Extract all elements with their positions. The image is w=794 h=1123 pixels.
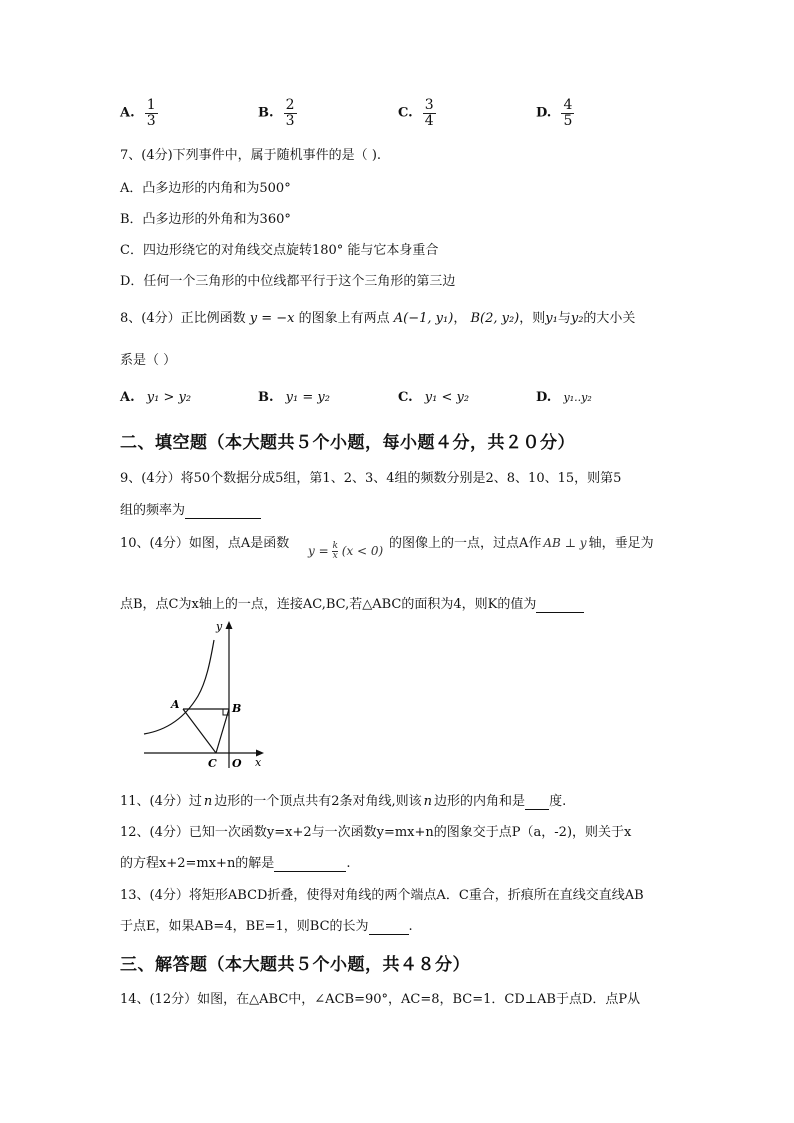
q9-line2 [120, 499, 261, 519]
q8-option-d [536, 390, 592, 405]
option-label: B. [258, 105, 274, 121]
q6-option-a [120, 98, 158, 128]
answer-blank[interactable] [369, 919, 409, 935]
q10-perp: AB ⊥ y [543, 536, 587, 550]
q7-option-a: A．凸多边形的内角和为500° [120, 181, 291, 196]
q8-option-b [258, 390, 330, 405]
q7-option-c: C．四边形绕它的对角线交点旋转180° 能与它本身重合 [120, 243, 439, 258]
q8-text: 的大小关 [583, 311, 636, 326]
option-label: A. [120, 390, 135, 405]
q8-stem-line2: 系是（ ） [120, 353, 177, 368]
point-c-label: C [208, 757, 217, 770]
q7-stem: 7、(4分)下列事件中，属于随机事件的是（ ). [120, 148, 382, 163]
option-expr: y₁..y₂ [563, 391, 592, 404]
q10-text: 10、(4分）如图，点A是函数 [120, 536, 290, 551]
q8-text: ，则 [519, 311, 546, 326]
q8-y1: y₁ [545, 311, 558, 326]
option-expr: y₁ < y₂ [424, 390, 470, 405]
q10-text: 点B，点C为x轴上的一点，连接AC,BC,若△ABC的面积为4，则K的值为 [120, 597, 537, 612]
func-num: k [332, 541, 338, 551]
y-axis-arrow-icon [226, 621, 233, 629]
hyperbola-curve [144, 640, 214, 734]
q12-text: . [346, 856, 351, 871]
q8-text: 与 [557, 311, 571, 326]
segment-ac [183, 709, 216, 753]
q8-point-b: B(2, y₂) [470, 311, 520, 326]
q10-text: 轴，垂足为 [588, 536, 654, 551]
y-axis-label: y [216, 620, 223, 633]
answer-blank[interactable] [536, 597, 584, 613]
q11-text: 边形的一个顶点共有2条对角线,则该 [214, 794, 422, 809]
q8-stem [120, 307, 635, 326]
q11-stem [120, 790, 566, 810]
denominator: 3 [146, 112, 156, 129]
q8-separator: ， [453, 311, 467, 326]
q14-line1: 14、(12分）如图，在△ABC中，∠ACB=90°，AC=8，BC=1．CD⊥AB于点D．点P从 [120, 992, 641, 1007]
denominator: 5 [563, 112, 573, 129]
func-lhs: y = [308, 544, 329, 558]
q8-option-a [120, 390, 191, 405]
point-b-label: B [232, 702, 242, 715]
q13-text: . [408, 919, 413, 934]
denominator: 4 [424, 112, 434, 129]
q10-line2 [120, 593, 584, 613]
q8-text: 的图象上有两点 [298, 311, 390, 326]
q7-option-b: B．凸多边形的外角和为360° [120, 212, 291, 227]
x-axis-label: x [255, 756, 262, 769]
q10-function [308, 542, 383, 561]
func-den: x [332, 551, 338, 561]
option-label: D. [536, 390, 552, 405]
q10-text: 的图像上的一点，过点A作 [389, 536, 542, 551]
q8-text: 8、(4分）正比例函数 [120, 311, 246, 326]
q8-function: y = −x [249, 311, 295, 326]
q11-text: 边形的内角和是 [434, 794, 526, 809]
q11-text: 度. [549, 794, 567, 809]
func-cond: (x < 0) [341, 544, 384, 558]
option-expr: y₁ > y₂ [146, 390, 192, 405]
q6-option-c [398, 98, 436, 128]
numerator: 2 [285, 97, 295, 113]
fraction [561, 98, 574, 128]
answer-blank[interactable] [274, 856, 346, 872]
q13-line1: 13、(4分）将矩形ABCD折叠，使得对角线的两个端点A．C重合，折痕所在直线交直线AB [120, 888, 644, 903]
q13-text: 于点E，如果AB=4，BE=1，则BC的长为 [120, 919, 369, 934]
fraction [145, 98, 158, 128]
origin-label: O [232, 757, 242, 770]
q11-n: n [423, 794, 433, 809]
q7-option-d: D．任何一个三角形的中位线都平行于这个三角形的第三边 [120, 274, 456, 289]
segment-bc [216, 709, 229, 753]
q9-text: 组的频率为 [120, 503, 186, 518]
option-label: A. [120, 105, 135, 121]
q10-stem [120, 532, 289, 551]
fraction [284, 98, 297, 128]
option-expr: y₁ = y₂ [285, 390, 330, 405]
q9-line1: 9、(4分）将50个数据分成5组，第1、2、3、4组的频数分别是2、8、10、15，则第5 [120, 471, 622, 486]
q6-option-d [536, 98, 574, 128]
q11-text: 11、(4分）过 [120, 794, 202, 809]
option-label: B. [258, 390, 274, 405]
section-heading-solutions: 三、解答题（本大题共５个小题，共４８分） [120, 955, 470, 975]
section-heading-fill-blank: 二、填空题（本大题共５个小题，每小题４分，共２０分） [120, 433, 575, 453]
q13-line2 [120, 915, 413, 935]
q10-stem-part2 [389, 532, 654, 551]
q12-line1: 12、(4分）已知一次函数y=x+2与一次函数y=mx+n的图象交于点P（a，-2)，则关于x [120, 825, 632, 840]
fraction [423, 98, 436, 128]
denominator: 3 [285, 112, 295, 129]
answer-blank[interactable] [185, 503, 261, 519]
numerator: 3 [424, 97, 434, 113]
option-label: C. [398, 105, 413, 121]
answer-blank[interactable] [525, 794, 549, 810]
q6-option-b [258, 98, 297, 128]
q8-point-a: A(−1, y₁) [393, 311, 454, 326]
func-fraction [332, 542, 337, 561]
numerator: 4 [563, 97, 573, 113]
q10-figure [138, 618, 268, 773]
q12-line2 [120, 852, 350, 872]
q8-option-c [398, 390, 469, 405]
q12-text: 的方程x+2=mx+n的解是 [120, 856, 275, 871]
option-label: D. [536, 105, 552, 121]
numerator: 1 [146, 97, 156, 113]
q8-y2: y₂ [570, 311, 584, 326]
option-label: C. [398, 390, 413, 405]
q11-n: n [203, 794, 213, 809]
point-a-label: A [171, 698, 180, 711]
